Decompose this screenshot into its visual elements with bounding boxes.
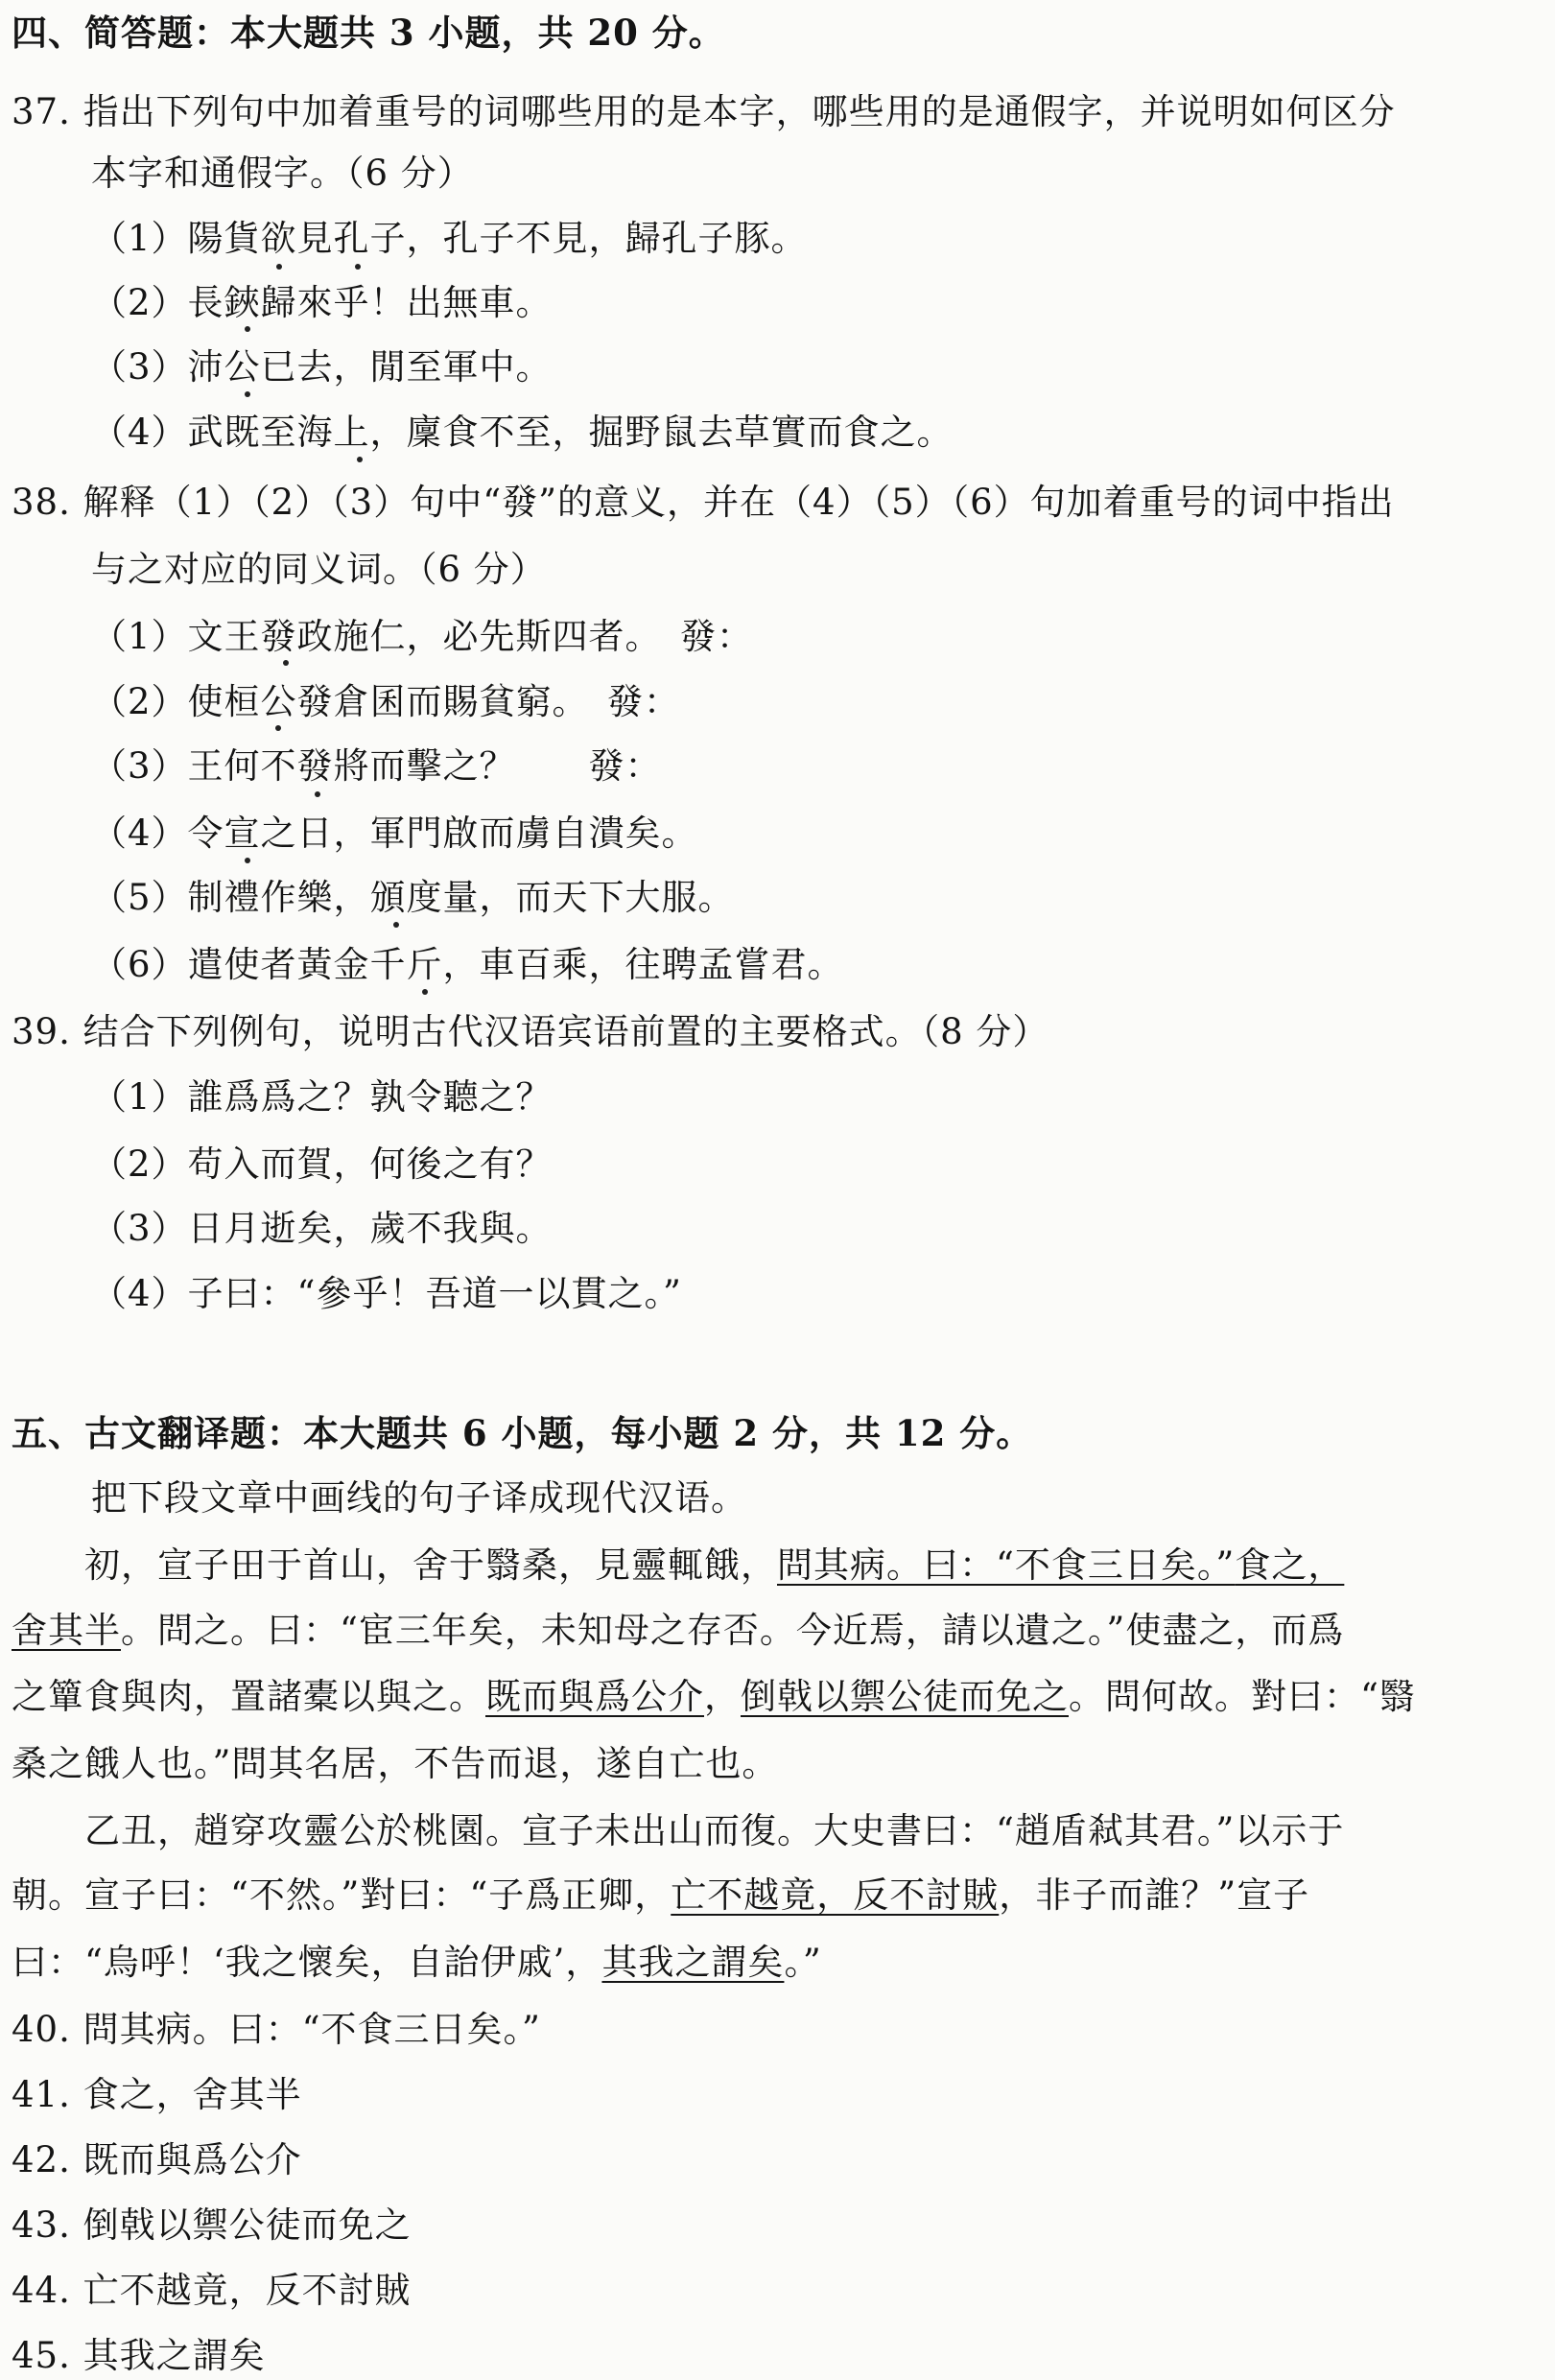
q38-item-3: （3）王何不發將而擊之？ 發： bbox=[91, 745, 662, 787]
q37-item-4: （4）武既至海上，廩食不至，掘野鼠去草實而食之。 bbox=[91, 412, 954, 453]
q38-item-5: （5）制禮作樂，頒度量，而天下大服。 bbox=[91, 877, 735, 918]
q39-item-2: （2）苟入而賀，何後之有？ bbox=[91, 1143, 553, 1185]
passage-p2-line3 bbox=[12, 1940, 822, 1986]
underlined-sentence-41b: 舍其半 bbox=[12, 1610, 121, 1651]
emphasis-dot bbox=[315, 791, 320, 797]
q38-item-1: （1）文王發政施仁，必先斯四者。 發： bbox=[91, 616, 754, 657]
emphasis-dot bbox=[276, 264, 282, 270]
q39-item-1: （1）誰爲爲之？孰令聽之？ bbox=[91, 1076, 553, 1118]
passage-text: 。” bbox=[784, 1942, 822, 1983]
passage-text: ，非子而誰？”宣子 bbox=[999, 1874, 1310, 1916]
passage-text: ， bbox=[704, 1676, 741, 1717]
q37-item-1: （1）陽貨欲見孔子，孔子不見，歸孔子豚。 bbox=[91, 218, 808, 259]
emphasis-dot bbox=[245, 391, 250, 397]
question-41: 41. 食之，舍其半 bbox=[12, 2074, 302, 2115]
underlined-sentence-40: 問其病。曰：“不食三日矣。” bbox=[777, 1544, 1236, 1586]
passage-text: 之簞食與肉，置諸橐以與之。 bbox=[12, 1676, 485, 1717]
emphasis-dot bbox=[393, 922, 399, 928]
section5-heading: 五、古文翻译题：本大题共 6 小题，每小题 2 分，共 12 分。 bbox=[12, 1412, 1033, 1454]
emphasis-dot bbox=[275, 725, 281, 731]
emphasis-dot bbox=[283, 660, 289, 666]
question-43: 43. 倒戟以禦公徒而免之 bbox=[12, 2204, 412, 2246]
q38-item-6: （6）遣使者黃金千斤，車百乘，往聘孟嘗君。 bbox=[91, 944, 844, 985]
q37-item-3: （3）沛公已去，閒至軍中。 bbox=[91, 346, 553, 388]
emphasis-dot bbox=[422, 989, 428, 995]
underlined-sentence-41a: 食之， bbox=[1235, 1544, 1345, 1586]
q38-stem-line2: 与之对应的同义词。（6 分） bbox=[91, 549, 547, 590]
passage-text: 朝。宣子曰：“不然。”對曰：“子爲正卿， bbox=[12, 1874, 671, 1916]
underlined-sentence-45: 其我之謂矣 bbox=[601, 1942, 785, 1983]
underlined-sentence-44: 亡不越竟，反不討賊 bbox=[671, 1874, 1000, 1916]
emphasis-dot bbox=[355, 264, 361, 270]
passage-p2-line2 bbox=[12, 1873, 1309, 1919]
section4-heading: 四、简答题：本大题共 3 小题，共 20 分。 bbox=[12, 12, 725, 54]
underlined-sentence-43: 倒戟以禦公徒而免之 bbox=[741, 1676, 1069, 1717]
passage-text: 。問何故。對曰：“翳 bbox=[1069, 1676, 1416, 1717]
q38-stem-line1: 38. 解释（1）（2）（3）句中“發”的意义，并在（4）（5）（6）句加着重号的词中指出 bbox=[12, 482, 1395, 523]
question-44: 44. 亡不越竟，反不討賊 bbox=[12, 2270, 412, 2311]
q37-stem-line2: 本字和通假字。（6 分） bbox=[91, 153, 474, 194]
passage-p1-line1 bbox=[12, 1543, 1344, 1589]
q38-item-2: （2）使桓公發倉囷而賜貧窮。 發： bbox=[91, 681, 681, 722]
passage-text: 曰：“烏呼！‘我之懷矣，自詒伊戚’， bbox=[12, 1942, 602, 1983]
question-42: 42. 既而與爲公介 bbox=[12, 2139, 302, 2180]
q37-item-2: （2）長鋏歸來乎！出無車。 bbox=[91, 282, 553, 323]
underlined-sentence-42: 既而與爲公介 bbox=[485, 1676, 704, 1717]
q38-item-4: （4）令宣之日，軍門啟而虜自潰矣。 bbox=[91, 813, 698, 854]
passage-text: 。問之。曰：“宦三年矣，未知母之存否。今近焉，請以遺之。”使盡之，而爲 bbox=[121, 1610, 1345, 1651]
passage-p2-line1: 乙丑，趙穿攻靈公於桃園。宣子未出山而復。大史書曰：“趙盾弒其君。”以示于 bbox=[12, 1810, 1345, 1851]
section5-instruction: 把下段文章中画线的句子译成现代汉语。 bbox=[91, 1477, 747, 1519]
emphasis-dot bbox=[245, 326, 250, 332]
emphasis-dot bbox=[245, 858, 250, 863]
passage-text: 初，宣子田于首山，舍于翳桑，見靈輒餓， bbox=[12, 1544, 777, 1586]
q37-stem-line1: 37. 指出下列句中加着重号的词哪些用的是本字，哪些用的是通假字，并说明如何区分 bbox=[12, 91, 1396, 132]
q39-stem: 39. 结合下列例句，说明古代汉语宾语前置的主要格式。（8 分） bbox=[12, 1011, 1049, 1052]
question-45: 45. 其我之謂矣 bbox=[12, 2335, 266, 2376]
q39-item-4: （4）子曰：“參乎！吾道一以貫之。” bbox=[91, 1273, 682, 1314]
emphasis-dot bbox=[357, 457, 363, 462]
passage-p1-line2 bbox=[12, 1608, 1344, 1654]
question-40: 40. 問其病。曰：“不食三日矣。” bbox=[12, 2009, 541, 2050]
passage-p1-line3 bbox=[12, 1674, 1416, 1720]
passage-p1-line4: 桑之餓人也。”問其名居，不告而退，遂自亡也。 bbox=[12, 1743, 779, 1784]
q39-item-3: （3）日月逝矣，歲不我與。 bbox=[91, 1208, 553, 1249]
